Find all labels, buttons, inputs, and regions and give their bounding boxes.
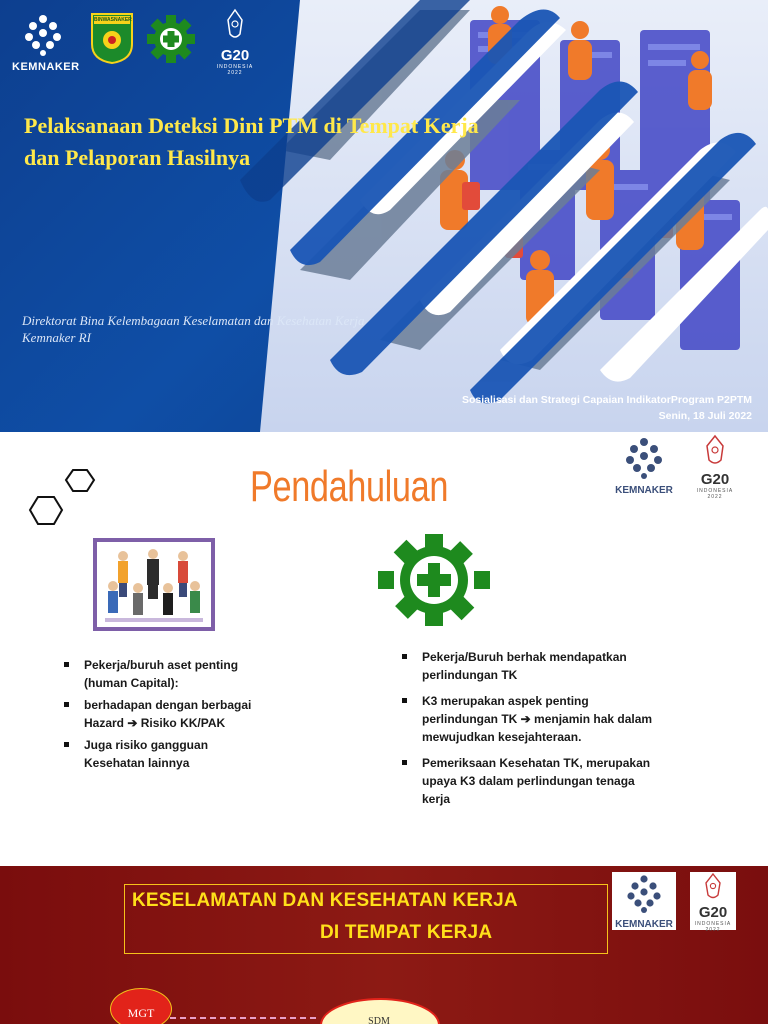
hexagon-decoration: [28, 468, 108, 532]
mgt-node-label: MGT: [127, 1006, 155, 1020]
g20-logo: G20 INDONESIA 2022: [212, 8, 258, 76]
slide-title-line2: DI TEMPAT KERJA: [320, 922, 493, 943]
introduction-slide: [0, 432, 768, 866]
header-illustration: [0, 0, 768, 432]
g20-logo: G20 INDONESIA 2022: [690, 434, 740, 500]
k3-cross-gear-icon: [376, 534, 492, 626]
slide-heading: Pendahuluan: [250, 462, 449, 511]
list-item: Juga risiko gangguan Kesehatan lainnya: [62, 736, 258, 772]
kemnaker-emblem-icon: [612, 434, 676, 480]
kemnaker-logo: KEMNAKER: [612, 872, 676, 930]
k3-cross-gear-icon: [146, 14, 196, 64]
presenter-organization: Direktorat Bina Kelembagaan Keselamatan dan Kesehatan Kerja Kemnaker RI: [22, 313, 365, 345]
list-item: Pekerja/buruh aset penting (human Capital):: [62, 656, 258, 692]
slide-title-line1: KESELAMATAN DAN KESEHATAN KERJA: [132, 890, 518, 911]
k3-workplace-slide: [0, 866, 768, 1024]
title-slide: [0, 0, 768, 432]
list-item: berhadapan dengan berbagai Hazard ➔ Risiko KK/PAK: [62, 696, 258, 732]
sdm-node-label: SDM: [368, 1016, 390, 1024]
binwasnaker-logo: BINWASNAKER: [90, 12, 134, 64]
kemnaker-emblem-icon: [12, 8, 74, 58]
list-item: K3 merupakan aspek penting perlindungan TK ➔ menjamin hak dalam mewujudkan kesejahteraan.: [400, 692, 662, 746]
list-item: Pemeriksaan Kesehatan TK, merupakan upaya K3 dalam perlindungan tenaga kerja: [400, 754, 662, 808]
kemnaker-logo: KEMNAKER: [12, 8, 74, 78]
k3-gear-logo-small: [146, 14, 196, 69]
g20-logo: G20 INDONESIA 2022: [690, 872, 736, 930]
g20-gunungan-icon: [212, 8, 258, 44]
worker-risk-list: [62, 656, 258, 776]
kemnaker-logo: KEMNAKER: [612, 434, 676, 496]
presentation-title: Pelaksanaan Deteksi Dini PTM di Tempat Kerja dan Pelaporan Hasilnya: [24, 113, 479, 170]
worker-protection-list: [400, 648, 662, 812]
g20-gunungan-icon: [690, 434, 740, 468]
list-item: Pekerja/Buruh berhak mendapatkan perlindungan TK: [400, 648, 662, 684]
event-info: Sosialisasi dan Strategi Capaian IndikatorProgram P2PTM Senin, 18 Juli 2022: [461, 394, 752, 422]
workers-illustration: [93, 538, 215, 631]
